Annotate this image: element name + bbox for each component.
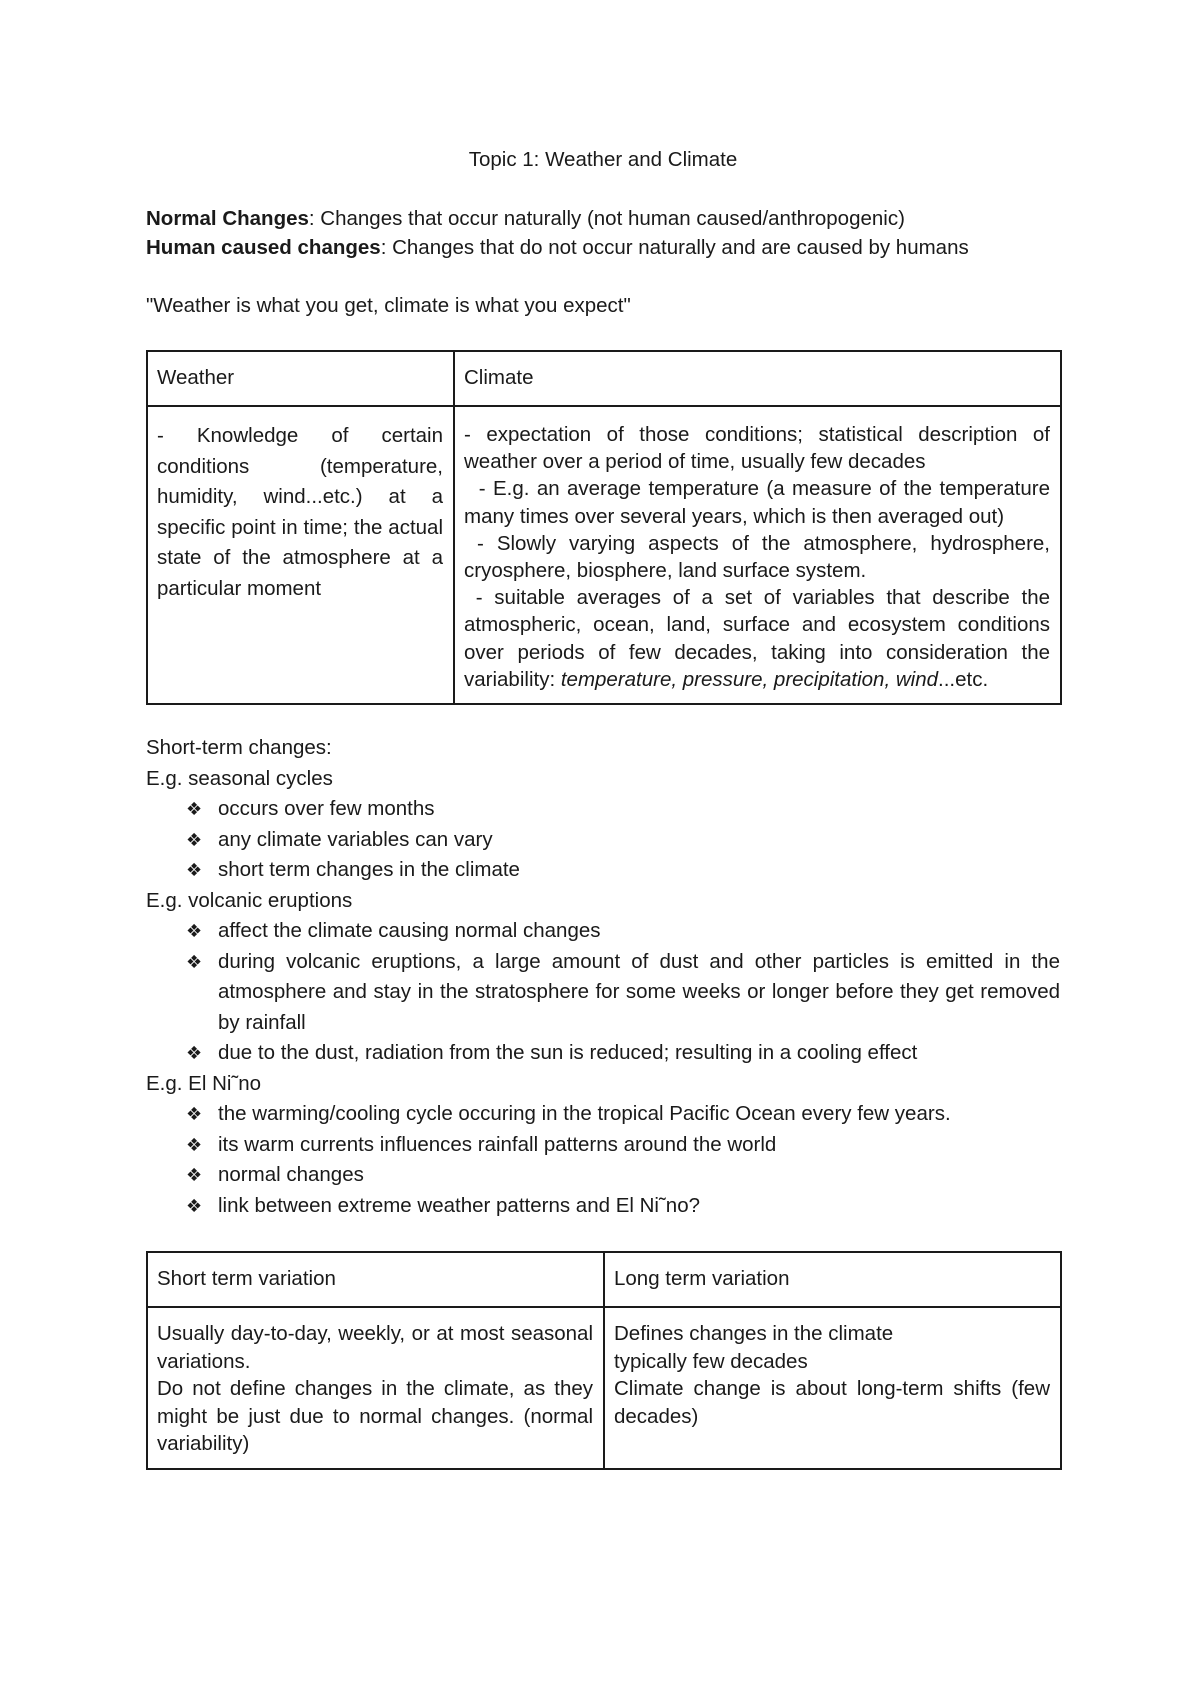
example-label: E.g. seasonal cycles	[146, 766, 333, 790]
list-item-text: due to the dust, radiation from the sun is reduced; resulting in a cooling effect	[218, 1041, 918, 1065]
bullet-list	[146, 794, 1060, 886]
list-item-text: during volcanic eruptions, a large amount of dust and other particles is emitted in the atmosphere and stay in the stratosphere for some weeks or longer before they get removed by rainfall	[218, 949, 1060, 1034]
climate-paragraph: - expectation of those conditions; statistical description of weather over a period of time, usually few decades	[464, 423, 1050, 474]
list-item-text: affect the climate causing normal changes	[218, 919, 601, 943]
diamond-bullet-icon: ❖	[186, 829, 203, 850]
table-row	[147, 1307, 1061, 1469]
short-term-section	[146, 733, 1060, 1221]
climate-paragraph: - Slowly varying aspects of the atmosphere, hydrosphere, cryosphere, biosphere, land surface system.	[464, 531, 1056, 583]
diamond-bullet-icon: ❖	[186, 1165, 203, 1186]
cell-line: Usually day-to-day, weekly, or at most seasonal variations.	[157, 1322, 593, 1373]
climate-cell	[454, 406, 1061, 704]
diamond-bullet-icon: ❖	[186, 1104, 203, 1125]
list-item-text: occurs over few months	[218, 797, 435, 821]
header-weather: Weather	[147, 351, 454, 406]
weather-climate-table	[146, 350, 1062, 705]
weather-description: - Knowledge of certain conditions (temperature, humidity, wind...etc.) at a specific point in time; the actual state of the atmosphere at a particular moment	[157, 424, 443, 600]
climate-paragraph-tail: ...etc.	[938, 667, 989, 691]
diamond-bullet-icon: ❖	[186, 860, 203, 881]
definition-term: Normal Changes	[146, 207, 309, 230]
example-label: E.g. El Ni˜no	[146, 1071, 262, 1095]
bullet-list	[146, 916, 1060, 1069]
weather-cell	[147, 406, 454, 704]
variation-table	[146, 1251, 1062, 1470]
table-header-row	[147, 351, 1061, 406]
list-item	[186, 1038, 1060, 1069]
list-item-text: normal changes	[218, 1163, 364, 1187]
page-title: Topic 1: Weather and Climate	[468, 148, 738, 171]
list-item	[186, 1130, 1060, 1161]
climate-paragraph-variables	[464, 584, 1056, 693]
document-page	[146, 146, 1060, 1470]
diamond-bullet-icon: ❖	[186, 1195, 203, 1216]
short-term-cell	[147, 1307, 604, 1469]
list-item	[186, 825, 1060, 856]
definition-normal-changes	[146, 204, 1060, 233]
list-item-text: link between extreme weather patterns and El Ni˜no?	[218, 1193, 701, 1217]
table-header-row	[147, 1252, 1061, 1307]
diamond-bullet-icon: ❖	[186, 951, 203, 972]
list-item	[186, 855, 1060, 886]
definition-term: Human caused changes	[146, 236, 381, 259]
cell-line: Do not define changes in the climate, as they might be just due to normal changes. (normal variability)	[157, 1377, 593, 1456]
quote: "Weather is what you get, climate is what you expect"	[146, 294, 631, 317]
header-climate: Climate	[454, 351, 1061, 406]
definition-human-caused-changes	[146, 233, 1060, 262]
bullet-list	[146, 1099, 1060, 1221]
climate-paragraph: - E.g. an average temperature (a measure of the temperature many times over several years, which is then averaged out)	[464, 477, 1056, 528]
cell-line: Defines changes in the climate	[614, 1322, 894, 1346]
section-heading: Short-term changes:	[146, 736, 332, 760]
header-long-term-variation: Long term variation	[604, 1252, 1061, 1307]
list-item	[186, 947, 1060, 1039]
list-item	[186, 1099, 1060, 1130]
list-item	[186, 1191, 1060, 1222]
climate-variables-italic: temperature, pressure, precipitation, wind	[560, 667, 939, 691]
header-short-term-variation: Short term variation	[147, 1252, 604, 1307]
cell-line: Climate change is about long-term shifts (few decades)	[614, 1377, 1050, 1428]
list-item-text: the warming/cooling cycle occuring in the tropical Pacific Ocean every few years.	[218, 1102, 951, 1126]
diamond-bullet-icon: ❖	[186, 799, 203, 820]
diamond-bullet-icon: ❖	[186, 1134, 203, 1155]
diamond-bullet-icon: ❖	[186, 1043, 203, 1064]
list-item-text: its warm currents influences rainfall patterns around the world	[218, 1132, 777, 1156]
definition-text: : Changes that occur naturally (not human caused/anthropogenic)	[308, 207, 905, 230]
list-item-text: short term changes in the climate	[218, 858, 520, 882]
long-term-cell	[604, 1307, 1061, 1469]
list-item	[186, 1160, 1060, 1191]
cell-line: typically few decades	[614, 1349, 808, 1373]
diamond-bullet-icon: ❖	[186, 921, 203, 942]
list-item-text: any climate variables can vary	[218, 827, 493, 851]
definition-text: : Changes that do not occur naturally and are caused by humans	[380, 236, 969, 259]
climate-paragraph-text: - suitable averages of a set of variables that describe the atmospheric, ocean, land, surface and ecosystem conditions over periods of few decades, taking into consideration the variability:	[464, 586, 1056, 691]
table-row	[147, 406, 1061, 704]
example-label: E.g. volcanic eruptions	[146, 888, 353, 912]
list-item	[186, 916, 1060, 947]
list-item	[186, 794, 1060, 825]
